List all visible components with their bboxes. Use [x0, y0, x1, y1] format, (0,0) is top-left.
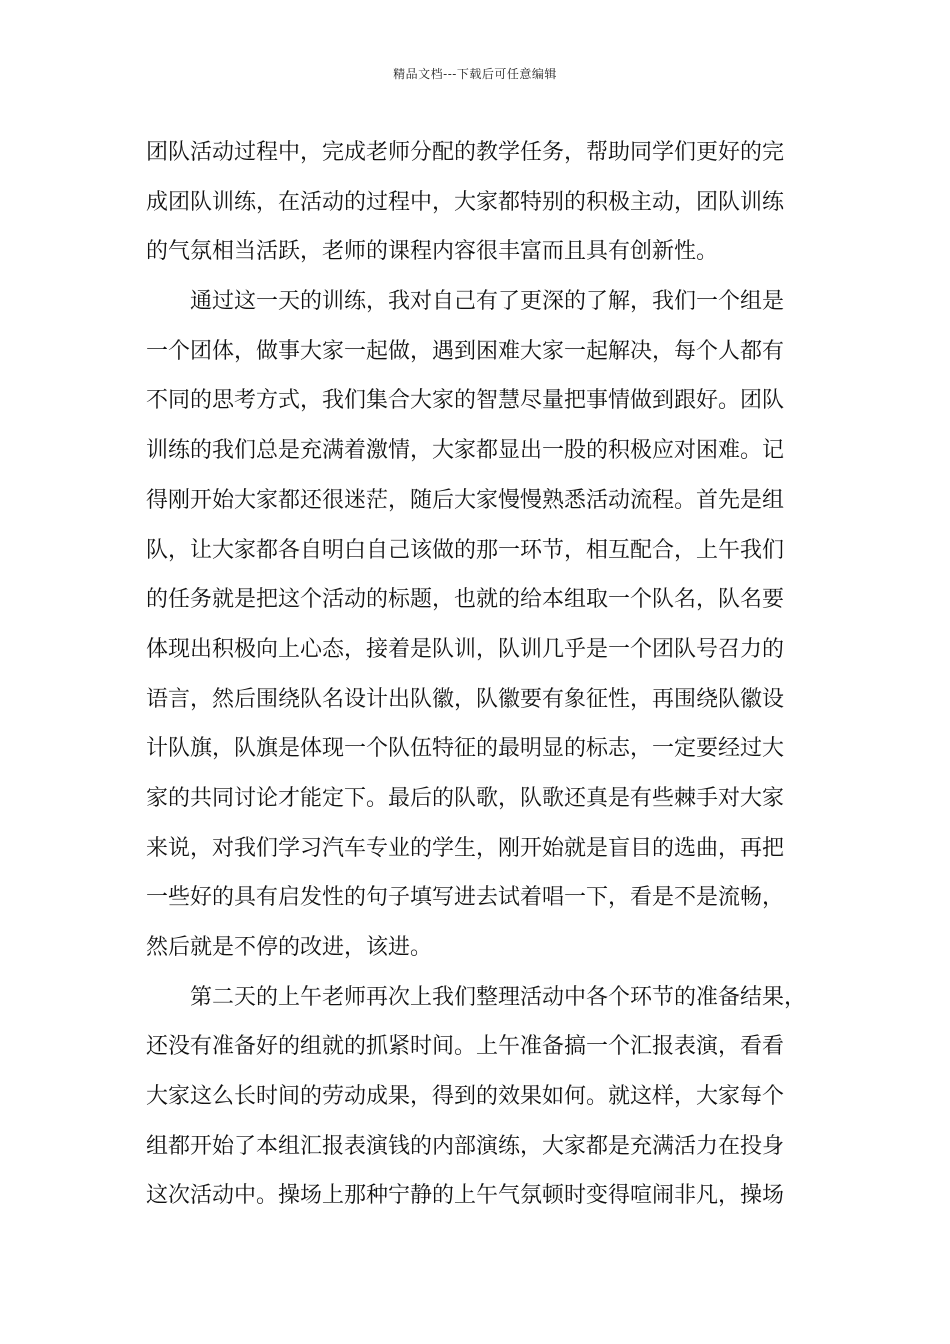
text-line: 队，让大家都各自明白自己该做的那一环节，相互配合，上午我们	[146, 537, 785, 563]
text-line: 然后就是不停的改进，该进。	[146, 935, 433, 960]
text-line: 成团队训练，在活动的过程中，大家都特别的积极主动，团队训练	[146, 189, 785, 215]
text-line: 一个团体，做事大家一起做，遇到困难大家一起解决，每个人都有	[146, 338, 785, 364]
text-line: 语言，然后围绕队名设计出队徽，队徽要有象征性，再围绕队徽设	[146, 686, 785, 712]
text-line: 来说，对我们学习汽车专业的学生，刚开始就是盲目的选曲，再把	[146, 835, 785, 861]
text-line: 团队活动过程中，完成老师分配的教学任务，帮助同学们更好的完	[146, 140, 785, 165]
text-line: 通过这一天的训练，我对自己有了更深的了解，我们一个组是	[190, 289, 785, 315]
text-line: 训练的我们总是充满着激情，大家都显出一股的积极应对困难。记	[146, 438, 785, 464]
text-line: 体现出积极向上心态，接着是队训，队训几乎是一个团队号召力的	[146, 636, 785, 662]
text-line: 还没有准备好的组就的抓紧时间。上午准备搞一个汇报表演，看看	[146, 1034, 785, 1060]
text-line: 这次活动中。操场上那种宁静的上午气氛顿时变得喧闹非凡，操场	[146, 1183, 785, 1209]
text-line: 计队旗，队旗是体现一个队伍特征的最明显的标志，一定要经过大	[146, 736, 785, 762]
page-header: 精品文档---下载后可任意编辑	[393, 67, 557, 81]
paragraph-1	[146, 128, 836, 277]
text-line: 一些好的具有启发性的句子填写进去试着唱一下，看是不是流畅，	[146, 885, 785, 911]
paragraph-3	[146, 973, 836, 1221]
text-line: 得刚开始大家都还很迷茫，随后大家慢慢熟悉活动流程。首先是组	[146, 487, 785, 513]
text-line: 家的共同讨论才能定下。最后的队歌，队歌还真是有些棘手对大家	[146, 785, 785, 811]
text-line: 第二天的上午老师再次上我们整理活动中各个环节的准备结果，	[190, 984, 807, 1010]
text-line: 的气氛相当活跃，老师的课程内容很丰富而且具有创新性。	[146, 239, 719, 265]
text-line: 组都开始了本组汇报表演钱的内部演练，大家都是充满活力在投身	[146, 1133, 785, 1159]
text-line: 的任务就是把这个活动的标题，也就的给本组取一个队名，队名要	[146, 587, 785, 613]
body-text	[146, 128, 836, 1221]
text-line: 大家这么长时间的劳动成果，得到的效果如何。就这样，大家每个	[146, 1084, 785, 1110]
paragraph-2	[146, 277, 836, 973]
text-line: 不同的思考方式，我们集合大家的智慧尽量把事情做到跟好。团队	[146, 388, 785, 414]
